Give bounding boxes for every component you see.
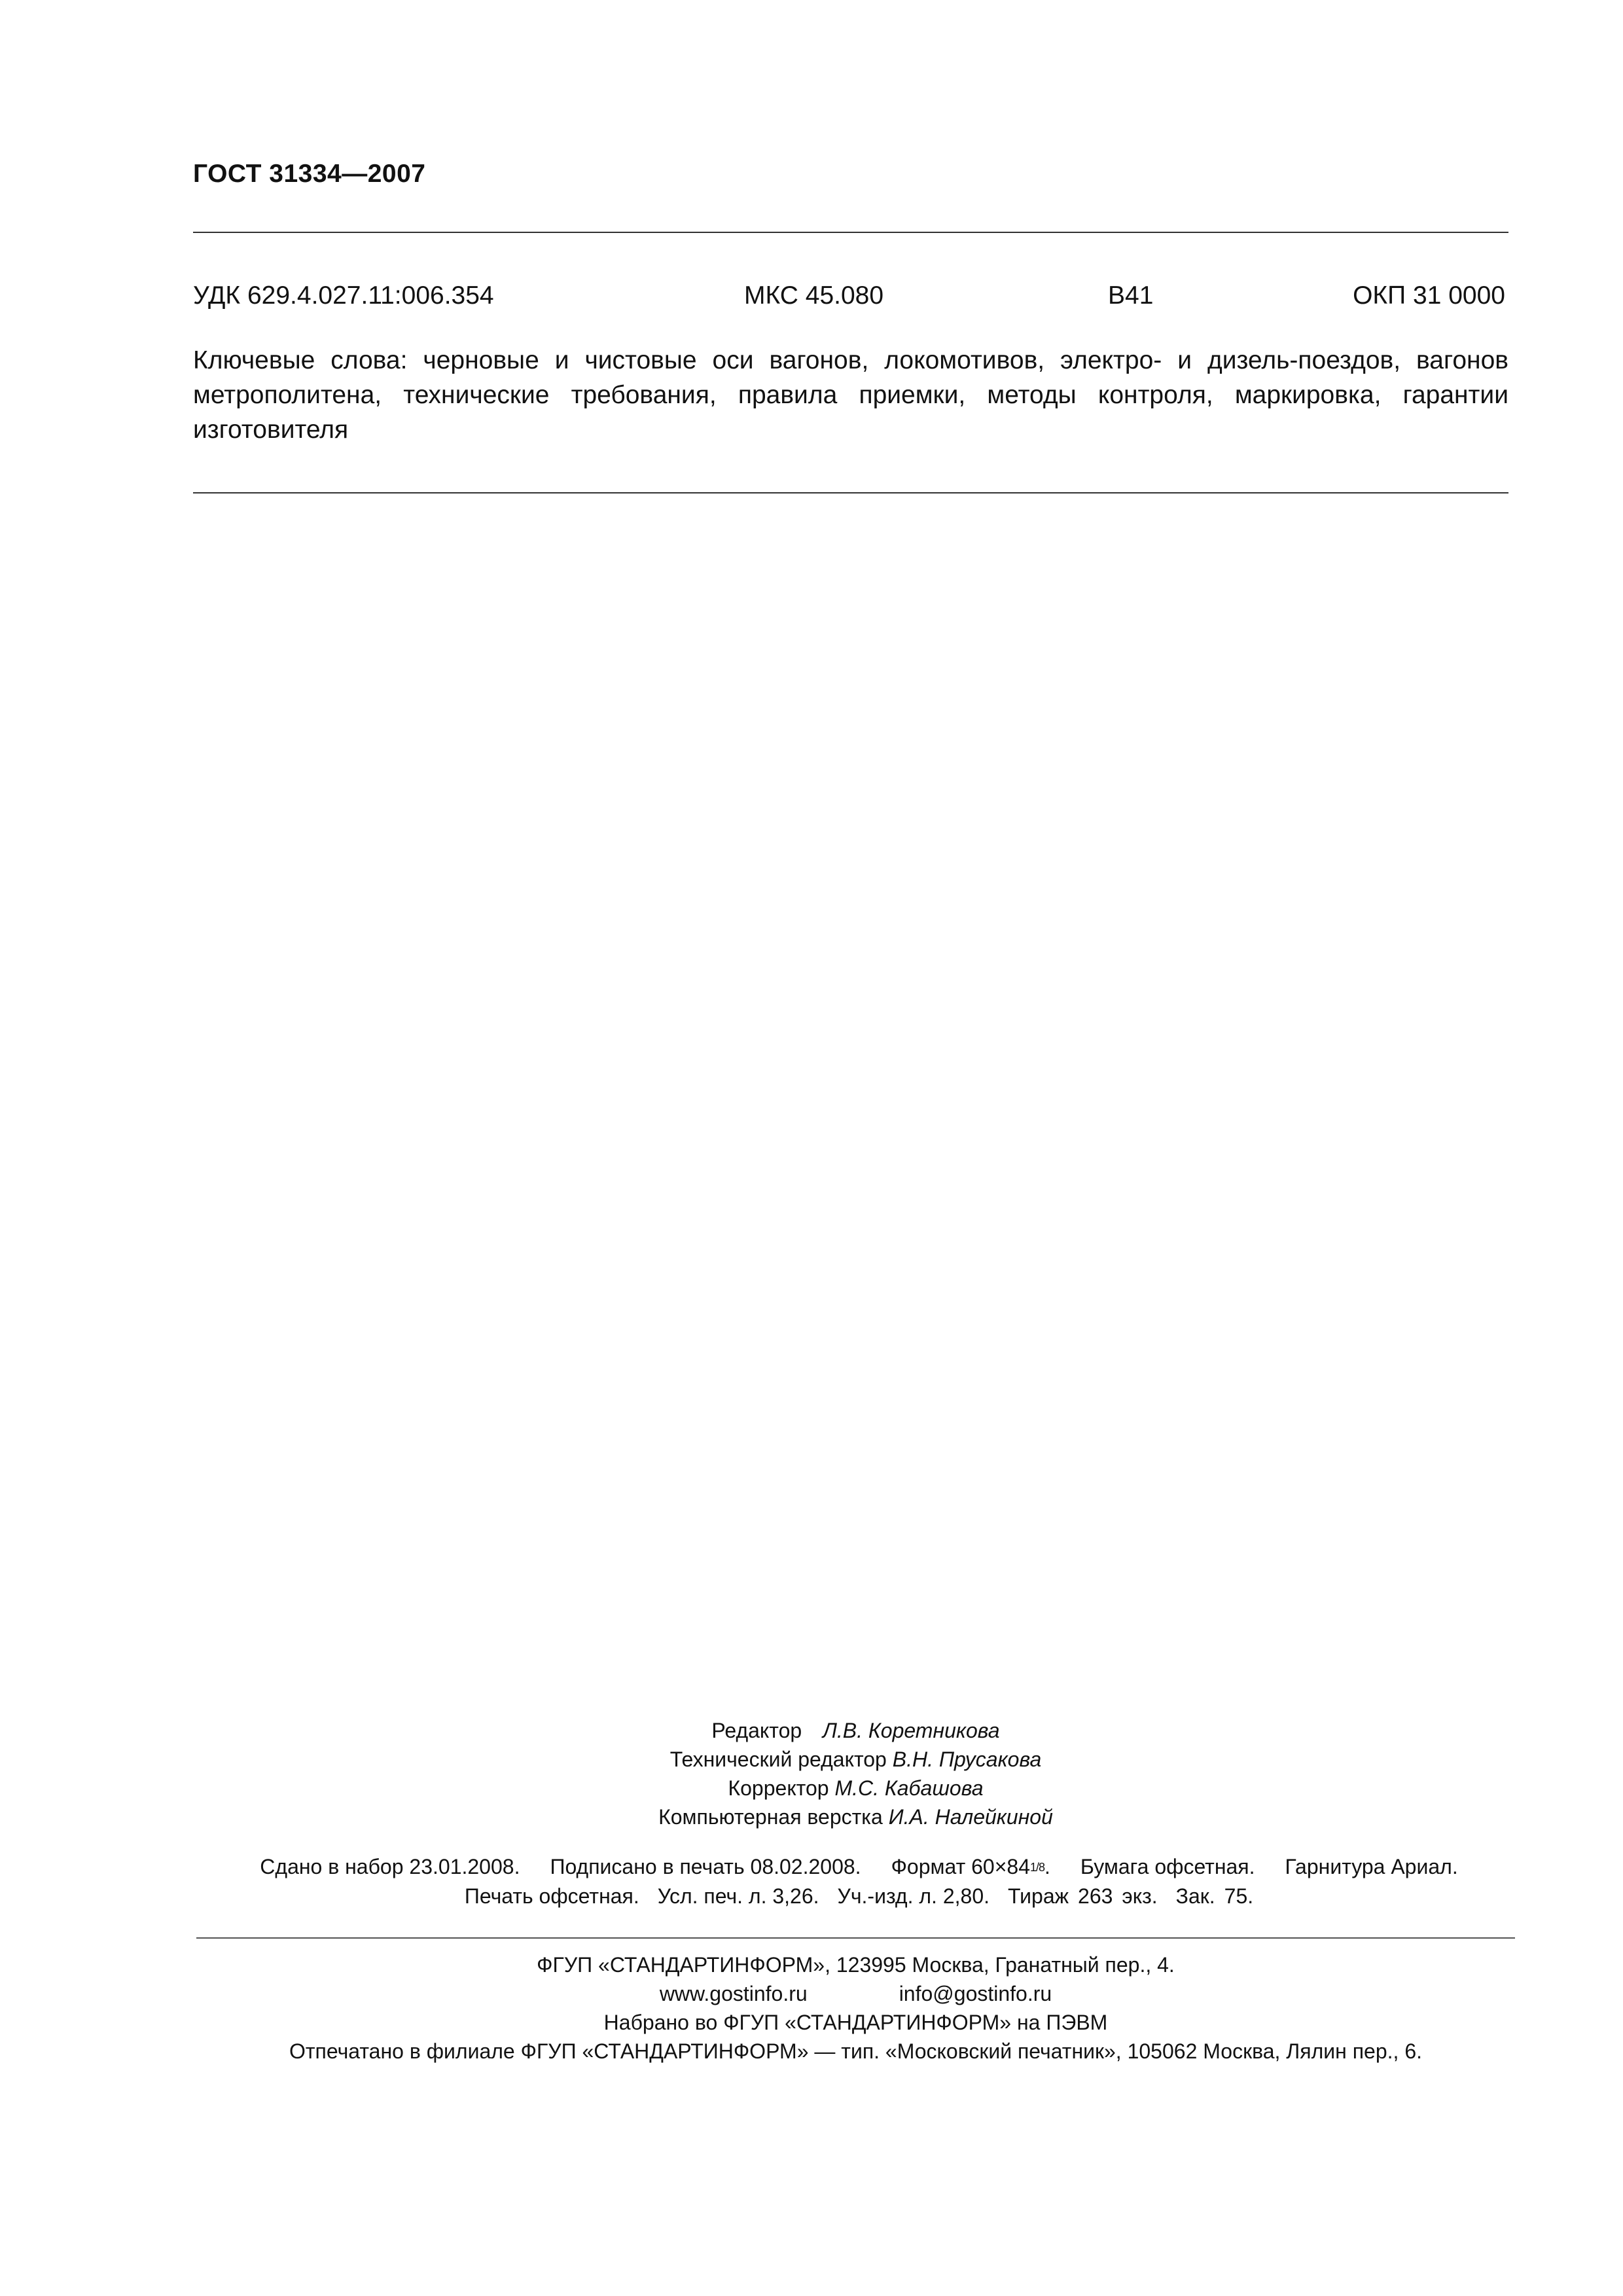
layout-name: И.А. Налейкиной bbox=[888, 1805, 1053, 1829]
tech-editor-name: В.Н. Прусакова bbox=[892, 1748, 1042, 1771]
document-code: ГОСТ 31334—2007 bbox=[193, 160, 426, 188]
layout-label: Компьютерная верстка bbox=[658, 1805, 883, 1829]
typeface: Гарнитура Ариал. bbox=[1285, 1855, 1458, 1878]
signed-date: Подписано в печать 08.02.2008. bbox=[550, 1855, 861, 1878]
website-link[interactable]: www.gostinfo.ru bbox=[659, 1982, 808, 2005]
conditional-sheets: Усл. печ. л. 3,26. bbox=[657, 1884, 819, 1908]
print-type: Печать офсетная. bbox=[464, 1884, 639, 1908]
corrector-label: Корректор bbox=[728, 1776, 829, 1800]
tech-editor-line bbox=[190, 1745, 1522, 1774]
paper-type: Бумага офсетная. bbox=[1080, 1855, 1255, 1878]
publisher-sheets: Уч.-изд. л. 2,80. bbox=[837, 1884, 990, 1908]
order-value: 75. bbox=[1224, 1884, 1254, 1908]
editor-line bbox=[190, 1716, 1522, 1745]
corrector-name: М.С. Кабашова bbox=[834, 1776, 984, 1800]
order-label: Зак. bbox=[1175, 1884, 1215, 1908]
format-fraction: 1/8 bbox=[1030, 1861, 1045, 1874]
keywords-divider bbox=[193, 492, 1508, 493]
print-run-label: Тираж bbox=[1008, 1884, 1069, 1908]
printing-info bbox=[216, 1852, 1502, 1910]
mks-code: МКС 45.080 bbox=[744, 281, 884, 310]
credits-block bbox=[190, 1716, 1522, 1831]
printing-line-2 bbox=[216, 1882, 1502, 1910]
contacts-line bbox=[190, 1979, 1522, 2008]
submitted-date: Сдано в набор 23.01.2008. bbox=[260, 1855, 520, 1878]
okp-code: ОКП 31 0000 bbox=[1353, 281, 1505, 310]
tech-editor-label: Технический редактор bbox=[669, 1748, 887, 1771]
editor-name: Л.В. Коретникова bbox=[822, 1719, 1000, 1742]
print-run-value: 263 bbox=[1078, 1884, 1113, 1908]
footer-divider bbox=[196, 1937, 1515, 1939]
layout-line bbox=[190, 1803, 1522, 1831]
print-run-unit: экз. bbox=[1122, 1884, 1158, 1908]
group-code: В41 bbox=[1108, 281, 1154, 310]
typeset-info: Набрано во ФГУП «СТАНДАРТИНФОРМ» на ПЭВМ bbox=[603, 2011, 1108, 2034]
publisher-address: ФГУП «СТАНДАРТИНФОРМ», 123995 Москва, Гранатный пер., 4. bbox=[537, 1953, 1175, 1977]
udk-code: УДК 629.4.027.11:006.354 bbox=[193, 281, 494, 310]
printing-line-1 bbox=[216, 1852, 1502, 1882]
keywords-paragraph: Ключевые слова: черновые и чистовые оси вагонов, локомотивов, электро- и дизель-поездов, вагонов метрополитена, технические требования, правила приемки, методы контроля, маркировка, гарантии изготовителя bbox=[193, 346, 1508, 444]
classification-row bbox=[193, 281, 1505, 314]
printed-info: Отпечатано в филиале ФГУП «СТАНДАРТИНФОРМ» — тип. «Московский печатник», 105062 Москва, Лялин пер., 6. bbox=[289, 2039, 1422, 2063]
paper-format: Формат 60×841/8. bbox=[891, 1855, 1050, 1878]
editor-label: Редактор bbox=[711, 1719, 802, 1742]
header-divider bbox=[193, 232, 1508, 233]
email-link[interactable]: info@gostinfo.ru bbox=[899, 1982, 1052, 2005]
corrector-line bbox=[190, 1774, 1522, 1803]
publisher-footer bbox=[190, 1950, 1522, 2066]
